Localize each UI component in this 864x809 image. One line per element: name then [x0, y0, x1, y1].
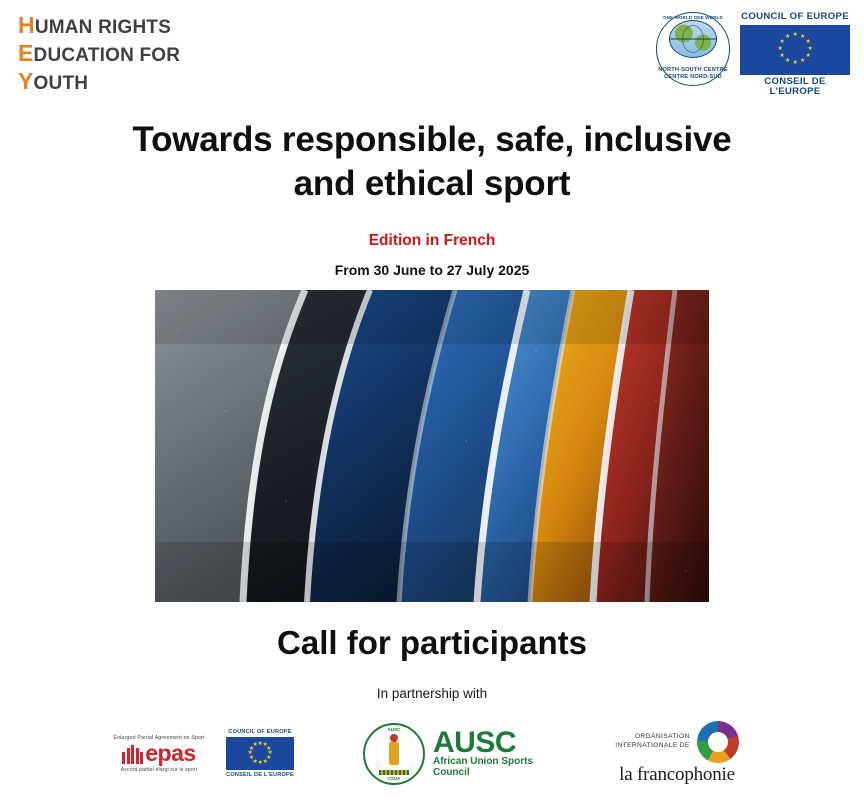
star-icon: ★: [792, 31, 798, 38]
francophonie-org-text: [615, 733, 689, 751]
epas-coe-title: COUNCIL OF EUROPE: [228, 729, 292, 736]
epas-word-group: [107, 740, 211, 767]
epas-wordmark: [107, 735, 211, 773]
star-icon: ★: [777, 46, 783, 53]
ausc-seal-pattern: [379, 770, 409, 775]
epas-coe-subtitle: CONSEIL DE L'EUROPE: [226, 772, 294, 779]
temple-pillars-icon: [122, 745, 143, 764]
call-for-participants-heading: Call for participants: [277, 623, 587, 661]
globe-icon: [669, 20, 717, 58]
star-icon: ★: [266, 745, 272, 752]
partner-logos: [0, 715, 864, 793]
page-title-line-1: Towards responsible, safe, inclusive: [132, 120, 732, 159]
star-icon: ★: [807, 46, 813, 53]
ausc-seal-icon: [363, 723, 425, 785]
ausc-seal-top-text: AUSC: [387, 726, 401, 732]
ausc-wordmark: [432, 725, 533, 779]
hey-logo-line-3: [18, 69, 180, 94]
poster-main: [0, 118, 864, 701]
header-logos: [656, 10, 850, 98]
francophonie-name: la francophonie: [619, 764, 735, 786]
page-title-line-2: and ethical sport: [293, 164, 571, 204]
epas-logo: [107, 729, 299, 778]
star-icon: ★: [779, 53, 785, 60]
star-icon: ★: [785, 58, 791, 65]
council-of-europe-logo: [740, 12, 850, 98]
torch-bearer-icon: [389, 741, 399, 765]
hey-logo: [18, 10, 180, 94]
ns-ring-top-text: ONE WORLD ONE WORLD: [663, 15, 723, 20]
francophonie-ring-icon: [697, 721, 739, 763]
hey-logo-cap-y: Y: [18, 67, 34, 94]
poster-header: [0, 0, 864, 96]
partnership-label: In partnership with: [376, 685, 488, 701]
epas-word: epas: [145, 740, 196, 767]
star-icon: ★: [785, 33, 791, 40]
ausc-logo: [363, 723, 533, 785]
star-icon: ★: [247, 750, 253, 757]
star-icon: ★: [252, 758, 258, 765]
ausc-name-line-2: Council: [432, 767, 470, 779]
european-flag-icon-small: [226, 737, 294, 770]
star-icon: ★: [266, 755, 272, 762]
hey-logo-line-1: [18, 13, 180, 38]
star-icon: ★: [267, 750, 273, 757]
star-icon: ★: [257, 759, 263, 766]
hey-logo-rest-2: DUCATION FOR: [33, 44, 181, 66]
star-icon: ★: [800, 33, 806, 40]
running-track-photo: [155, 290, 709, 602]
hey-logo-rest-1: UMAN RIGHTS: [34, 17, 172, 38]
francophonie-org-line-1: ORGANISATION: [634, 733, 690, 741]
ausc-seal-bottom-text: CSUA: [387, 775, 401, 781]
north-south-centre-logo: [656, 12, 730, 86]
page-title: [82, 118, 782, 207]
hey-logo-cap-e: E: [18, 39, 34, 66]
ausc-name-line-1: African Union Sports: [432, 755, 533, 767]
star-icon: ★: [792, 60, 798, 67]
epas-bottom-text: Accord partiel élargi sur le sport: [120, 766, 198, 773]
star-icon: ★: [805, 38, 811, 45]
epas-council-of-europe-logo: [221, 729, 299, 778]
star-icon: ★: [248, 755, 255, 762]
hey-logo-cap-h: H: [18, 12, 35, 38]
ns-ring-bottom-line-2: CENTRE NORD-SUD: [664, 74, 722, 81]
epas-top-text: Enlarged Partial Agreement on Sport: [113, 735, 205, 742]
star-icon: ★: [805, 53, 811, 60]
star-icon: ★: [262, 758, 268, 765]
star-icon: ★: [779, 38, 785, 45]
coe-subtitle: CONSEIL DE L'EUROPE: [764, 75, 826, 98]
running-track-photo-graphic: [155, 290, 709, 602]
francophonie-org-line-2: INTERNATIONALE DE: [615, 742, 690, 750]
ns-ring-bottom-text: [656, 67, 730, 81]
coe-title: COUNCIL OF EUROPE: [741, 11, 849, 22]
star-icon: ★: [257, 740, 263, 747]
european-flag-icon: [740, 25, 850, 75]
ausc-acronym: AUSC: [432, 725, 516, 759]
star-icon: ★: [248, 745, 255, 752]
francophonie-logo: [597, 721, 757, 786]
star-icon: ★: [252, 742, 258, 749]
hey-logo-line-2: [18, 41, 180, 66]
star-icon: ★: [800, 58, 806, 65]
ns-ring-bottom-line-1: NORTH-SOUTH CENTRE: [658, 67, 728, 74]
date-range-label: From 30 June to 27 July 2025: [334, 261, 530, 278]
francophonie-top-group: [597, 721, 757, 763]
hey-logo-rest-3: OUTH: [33, 72, 89, 94]
edition-label: Edition in French: [368, 231, 496, 249]
star-icon: ★: [262, 742, 268, 749]
